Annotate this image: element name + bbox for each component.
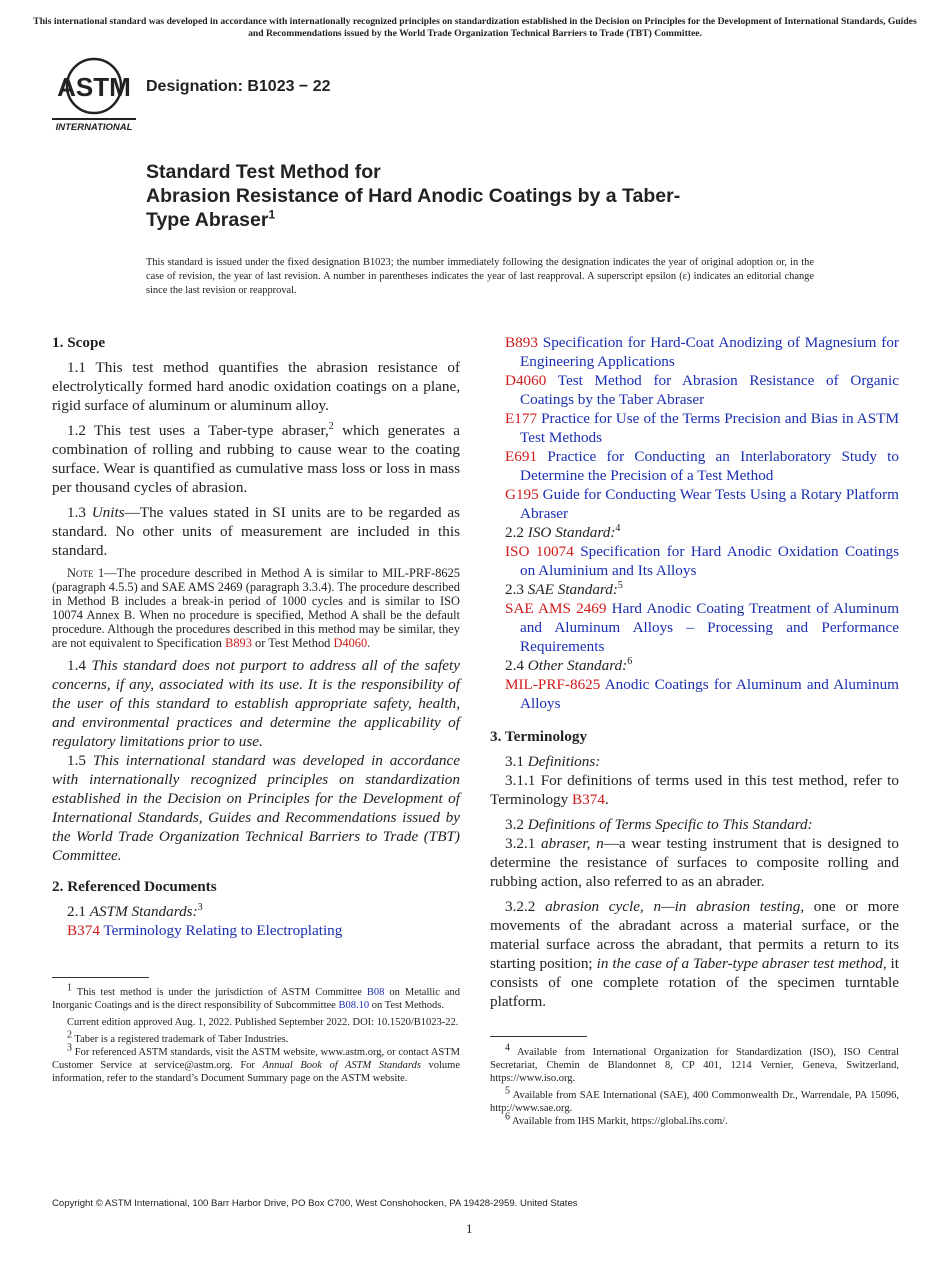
copyright-line: Copyright © ASTM International, 100 Barr Harbor Drive, PO Box C700, West Conshohocken, PA 19428-2959. United States <box>52 1198 578 1209</box>
title-footnote-mark: 1 <box>268 207 276 222</box>
para-3-2-num: 3.2 <box>505 816 528 833</box>
issuance-note: This standard is issued under the fixed designation B1023; the number immediately following the designation indicates the year of original adoption or, in the case of revision, the year of last revision. A number in parentheses indicates the year of last reapproval. A superscript epsilon (ε) indicates an editorial change since the last revision or reapproval. <box>146 257 814 296</box>
note-1-text-end: . <box>367 636 371 650</box>
term-abraser: abraser, n <box>541 835 604 852</box>
footnote-5-text: Available from SAE International (SAE), 400 Commonwealth Dr., Warrendale, PA 15096, http://www.sae.org. <box>490 1090 899 1114</box>
para-2-1-num: 2.1 <box>67 903 90 920</box>
title-line-3: Type Abraser <box>146 209 269 231</box>
title-line-2: Abrasion Resistance of Hard Anodic Coatings by a Taber- <box>146 185 681 207</box>
footnote-2-text: Taber is a registered trademark of Taber Industries. <box>72 1034 289 1045</box>
title-line-1: Standard Test Method for <box>146 161 381 183</box>
para-3-1-1-end: . <box>604 791 609 808</box>
reference-code[interactable]: B893 <box>505 334 538 351</box>
footnote-1 <box>52 982 460 1012</box>
reference-code[interactable]: E691 <box>505 448 538 465</box>
reference-title[interactable]: Anodic Coatings for Aluminum and Aluminum Alloys <box>520 676 899 712</box>
para-1-2-text-b: which generates a combination of rolling and rubbing to cause wear to the coating surface. Wear is quantified as cumulative mass loss or loss in mass per thousand cycles of abrasion. <box>52 422 460 496</box>
footnote-rule-right <box>490 1036 587 1037</box>
para-1-3-text: —The values stated in SI units are to be regarded as standard. No other units of measurement are included in this standard. <box>52 504 461 559</box>
para-3-1-1-text: 3.1.1 For definitions of terms used in this test method, refer to Terminology <box>490 772 899 808</box>
note-1 <box>52 566 460 650</box>
footnote-6-mark: 6 <box>505 1111 510 1123</box>
reference-g195[interactable] <box>505 485 899 523</box>
designation: Designation: B1023 − 22 <box>146 78 331 95</box>
para-3-1-num: 3.1 <box>505 753 528 770</box>
para-1-2 <box>52 421 460 497</box>
para-1-1: 1.1 This test method quantifies the abrasion resistance of electrolytically formed hard anodic oxidation coatings on a plane, rigid surface of aluminum or aluminum alloy. <box>52 359 460 414</box>
para-3-1-1 <box>490 771 899 809</box>
reference-e691[interactable] <box>505 447 899 485</box>
footnotes-right <box>490 1042 899 1128</box>
para-3-2-2-num: 3.2.2 <box>505 898 546 915</box>
logo-subtext: INTERNATIONAL <box>55 122 133 133</box>
para-3-2-2-text-a: , one or more movements of the abradant across a material surface, or the material surface across the abradant, that permits a return to its starting position; <box>490 898 899 972</box>
para-1-3-units: Units <box>91 504 125 521</box>
footnote-edition: Current edition approved Aug. 1, 2022. Published September 2022. DOI: 10.1520/B1023-22. <box>67 1017 459 1028</box>
para-2-4-num: 2.4 <box>505 657 528 674</box>
reference-title[interactable]: Specification for Hard-Coat Anodizing of Magnesium for Engineering Applications <box>520 334 899 370</box>
para-3-2-2-italic: in the case of a Taber-type abraser test method <box>596 955 883 972</box>
para-1-5-text: This international standard was developed in accordance with internationally recognized principles on standardization established in the Decision on Principles for the Development of International Standards, Guides and Recommendations issued by the World Trade Organization Technical Barriers to Trade (TBT) Committee. <box>52 752 460 864</box>
reference-d4060[interactable] <box>505 371 899 409</box>
reference-code[interactable]: D4060 <box>505 372 547 389</box>
footnote-1-text-b: on Metallic and Inorganic Coatings and is the direct responsibility of Subcommittee <box>52 987 460 1011</box>
note-1-text-a: 1—The procedure described in Method A is similar to MIL-PRF-8625 (paragraph 4.5.5) and SAE AMS 2469 (paragraph 3.3.4). The procedure described in Method B includes a break-in period of 1000 cycles and is similar to ISO 10074 Annex B. When no procedure is specified, Method A shall be the default procedure. Although the procedures described in this method may be similar, they are not equivalent to Specification <box>52 566 460 650</box>
section-2-heading: 2. Referenced Documents <box>52 878 217 895</box>
footnote-3-mark: 3 <box>67 1042 72 1054</box>
para-2-2 <box>490 523 899 542</box>
footnote-5 <box>490 1085 899 1115</box>
footnote-ref-2[interactable]: 2 <box>328 420 334 432</box>
link-b08-10[interactable]: B08.10 <box>338 1000 370 1011</box>
para-1-4-num: 1.4 <box>67 657 92 674</box>
reference-title[interactable]: Practice for Use of the Terms Precision and Bias in ASTM Test Methods <box>520 410 899 446</box>
reference-code[interactable]: ISO 10074 <box>505 543 574 560</box>
para-3-2-1 <box>490 834 899 891</box>
tbt-banner: This international standard was developed in accordance with internationally recognized principles on standardization established in the Decision on Principles for the Development of International Standards, Guides and Recommendations issued by the World Trade Organization Technical Barriers to Trade (TBT) Committee. <box>33 16 917 39</box>
para-3-2-2-text-b: , it consists of one complete rotation of the specimen turntable platform. <box>490 955 899 1010</box>
para-3-2 <box>490 815 899 834</box>
reference-title[interactable]: Terminology Relating to Electroplating <box>99 922 343 939</box>
footnote-6-text: Available from IHS Markit, https://global.ihs.com/. <box>510 1116 728 1127</box>
reference-mil-prf-8625[interactable] <box>505 675 899 713</box>
reference-code[interactable]: E177 <box>505 410 538 427</box>
reference-code[interactable]: B374 <box>67 922 100 939</box>
note-1-text-mid: or Test Method <box>251 636 334 650</box>
left-column <box>52 333 460 940</box>
footnote-3-text-a: For referenced ASTM standards, visit the ASTM website, www.astm.org, or contact ASTM Customer Service at service@astm.org. For <box>52 1047 460 1071</box>
link-b08[interactable]: B08 <box>366 987 385 998</box>
reference-code[interactable]: SAE AMS 2469 <box>505 600 607 617</box>
reference-sae-ams-2469[interactable] <box>505 599 899 656</box>
page-number: 1 <box>466 1221 473 1236</box>
para-2-3-label: SAE Standard: <box>527 581 618 598</box>
para-2-4 <box>490 656 899 675</box>
footnote-ref-5[interactable]: 5 <box>617 579 623 591</box>
section-1-heading: 1. Scope <box>52 334 106 351</box>
footnote-1-text-c: on Test Methods. <box>369 1000 445 1011</box>
footnote-3 <box>52 1042 460 1085</box>
document-title <box>146 160 866 232</box>
para-2-2-num: 2.2 <box>505 524 528 541</box>
para-1-3-num: 1.3 <box>67 504 92 521</box>
footnote-4 <box>490 1042 899 1085</box>
reference-code[interactable]: G195 <box>505 486 539 503</box>
footnote-2-mark: 2 <box>67 1029 72 1041</box>
footnote-2 <box>52 1029 460 1046</box>
footnote-3-text-b: volume information, refer to the standard’s Document Summary page on the ASTM website. <box>52 1060 460 1084</box>
para-2-3-num: 2.3 <box>505 581 528 598</box>
reference-title[interactable]: Hard Anodic Coating Treatment of Aluminum and Aluminum Alloys – Processing and Performance Requirements <box>520 600 900 655</box>
para-1-4 <box>52 656 460 751</box>
footnote-5-mark: 5 <box>505 1085 510 1097</box>
note-label: Note <box>67 566 94 580</box>
reference-title[interactable]: Specification for Hard Anodic Oxidation Coatings on Aluminium and Its Alloys <box>520 543 899 579</box>
para-1-4-text: This standard does not purport to address all of the safety concerns, if any, associated with its use. It is the responsibility of the user of this standard to establish appropriate safety, health, and environmental practices and determine the applicability of regulatory limitations prior to use. <box>52 657 461 750</box>
footnote-rule-left <box>52 977 149 978</box>
reference-e177[interactable] <box>505 409 899 447</box>
footnote-4-text: Available from International Organization for Standardization (ISO), ISO Central Secretariat, Chemin de Blandonnet 8, CP 401, 1214 Vernier, Geneva, Switzerland, https://www.iso.org. <box>490 1047 899 1084</box>
footnote-3-italic: Annual Book of ASTM Standards <box>262 1060 421 1071</box>
para-3-1-label: Definitions: <box>527 753 601 770</box>
para-3-2-1-num: 3.2.1 <box>505 835 542 852</box>
para-1-5 <box>52 751 460 865</box>
para-2-1 <box>52 902 460 921</box>
reference-b893[interactable] <box>505 333 899 371</box>
reference-title[interactable]: Test Method for Abrasion Resistance of Organic Coatings by the Taber Abraser <box>520 372 899 408</box>
para-1-3 <box>52 503 460 560</box>
para-1-5-num: 1.5 <box>67 752 93 769</box>
link-b893-note[interactable]: B893 <box>225 636 252 650</box>
para-3-2-1-text: —a wear testing instrument that is designed to determine the resistance of surfaces to composite rolling and rubbing action, also referred to as an abrader. <box>490 835 899 890</box>
link-d4060-note[interactable]: D4060 <box>333 636 368 650</box>
footnote-1-text-a: This test method is under the jurisdiction of ASTM Committee <box>72 987 367 998</box>
link-b374-terminology[interactable]: B374 <box>572 791 605 808</box>
para-1-2-text-a: 1.2 This test uses a Taber-type abraser, <box>67 422 329 439</box>
reference-iso-10074[interactable] <box>505 542 899 580</box>
footnote-4-mark: 4 <box>505 1042 510 1054</box>
reference-code[interactable]: MIL-PRF-8625 <box>505 676 601 693</box>
para-2-2-label: ISO Standard: <box>527 524 616 541</box>
astm-logo <box>52 56 136 134</box>
section-3-heading: 3. Terminology <box>490 728 588 745</box>
para-2-4-label: Other Standard: <box>527 657 628 674</box>
para-3-2-label: Definitions of Terms Specific to This Standard: <box>527 816 813 833</box>
reference-list <box>505 333 899 523</box>
para-3-2-2 <box>490 897 899 1011</box>
footnote-ref-3[interactable]: 3 <box>197 901 203 913</box>
footnote-6 <box>490 1111 899 1128</box>
right-column <box>490 333 899 1011</box>
para-2-1-label: ASTM Standards: <box>89 903 198 920</box>
footnotes-left <box>52 982 460 1085</box>
reference-title[interactable]: Guide for Conducting Wear Tests Using a Rotary Platform Abraser <box>520 486 899 522</box>
footnote-ref-4[interactable]: 4 <box>615 522 621 534</box>
reference-title[interactable]: Practice for Conducting an Interlaboratory Study to Determine the Precision of a Test Method <box>520 448 899 484</box>
logo-mark: ASTM <box>57 72 131 102</box>
para-2-3 <box>490 580 899 599</box>
term-abrasion-cycle: abrasion cycle, n—in abrasion testing <box>545 898 801 915</box>
reference-b374[interactable] <box>67 921 460 940</box>
footnote-1-mark: 1 <box>67 982 72 994</box>
footnote-ref-6[interactable]: 6 <box>627 655 633 667</box>
para-3-1 <box>490 752 899 771</box>
